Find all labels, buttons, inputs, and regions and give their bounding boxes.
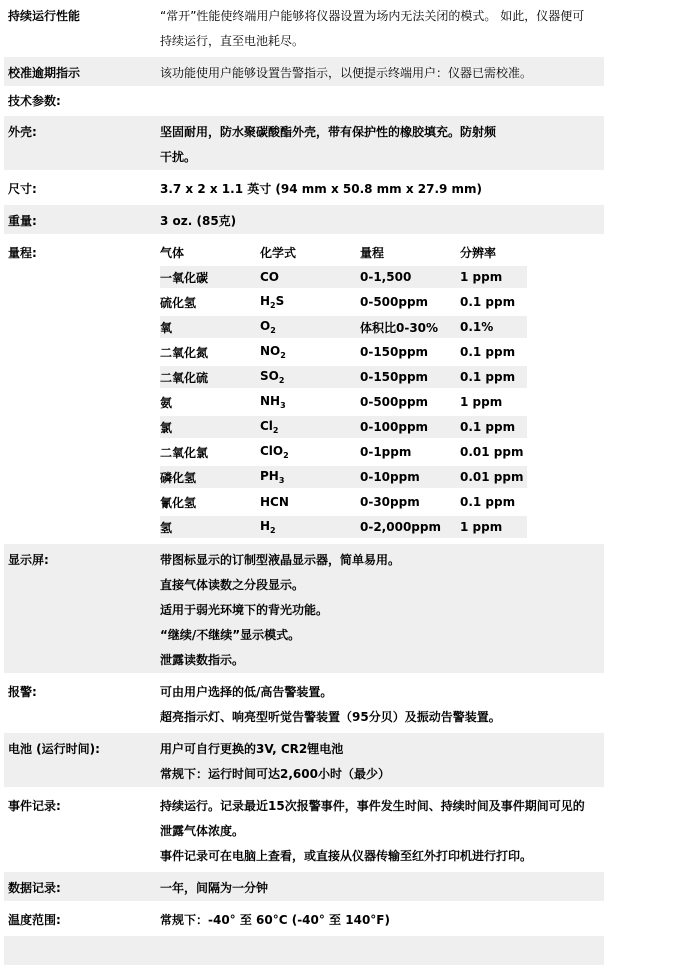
- gas-resolution: 1 ppm: [460, 516, 527, 538]
- spec-value-line: “常开”性能使终端用户能够将仪器设置为场内无法关闭的模式。 如此，仪器便可: [160, 9, 585, 23]
- spec-label: 持续运行性能: [8, 9, 81, 23]
- spec-label: 尺寸:: [8, 182, 37, 196]
- spec-value-line: 带图标显示的订制型液晶显示器，简单易用。: [160, 553, 401, 567]
- formula-subscript: 3: [278, 476, 285, 485]
- spec-rows-features: [4, 544, 604, 965]
- spec-value: [154, 790, 604, 869]
- spec-label: [4, 936, 154, 965]
- spec-value-line: 直接气体读数之分段显示。: [160, 578, 305, 592]
- gas-table-body: [160, 266, 527, 538]
- gas-row: [160, 416, 527, 438]
- gas-resolution: 0.01 ppm: [460, 445, 524, 459]
- spec-value: [154, 116, 604, 170]
- formula-subscript: 2: [280, 351, 286, 360]
- spec-value: [154, 676, 604, 730]
- formula-base: CO: [260, 270, 280, 284]
- spec-value-line: 常规下：运行时间可达2,600小时（最少）: [160, 767, 390, 781]
- spec-value-line: 事件记录可在电脑上查看，或直接从仪器传输至红外打印机进行打印。: [160, 849, 533, 863]
- gas-row: [160, 341, 527, 363]
- spec-value-line: 持续运行。记录最近15次报警事件，事件发生时间、持续时间及事件期间可见的: [160, 799, 585, 813]
- spec-table: [4, 0, 604, 968]
- gas-formula: [260, 416, 360, 438]
- formula-base: NH: [260, 394, 281, 408]
- spec-row: [4, 205, 604, 234]
- gas-row: [160, 266, 527, 288]
- gas-range: 0-1,500: [360, 266, 460, 288]
- gas-row: [160, 516, 527, 538]
- feature-rows: [4, 0, 604, 86]
- gas-row: [160, 316, 527, 338]
- gas-formula: [260, 266, 360, 288]
- gas-name: 氢: [160, 516, 260, 538]
- spec-value-line: 3 oz. (85克): [160, 214, 237, 228]
- gas-resolution: 0.1 ppm: [460, 416, 527, 438]
- gas-range: 0-500ppm: [360, 295, 429, 309]
- gas-row: [160, 491, 527, 513]
- spec-row: [4, 0, 604, 54]
- header-gas: 气体: [160, 245, 185, 260]
- spec-label: 事件记录:: [8, 799, 61, 813]
- gas-name: 氧: [160, 316, 260, 338]
- gas-formula: [260, 441, 360, 463]
- header-resolution: 分辨率: [460, 245, 497, 260]
- formula-subscript: 2: [270, 326, 276, 335]
- gas-name: 氯: [160, 416, 260, 438]
- spec-value-line: 常规下：-40° 至 60°C (-40° 至 140°F): [160, 913, 390, 927]
- gas-range: 0-1ppm: [360, 445, 412, 459]
- spec-row-range: [4, 237, 604, 541]
- gas-formula: [260, 491, 360, 513]
- formula-base: SO: [260, 369, 279, 383]
- gas-range-table: [160, 238, 527, 541]
- spec-value-line: 适用于弱光环境下的背光功能。: [160, 603, 329, 617]
- formula-base: ClO: [260, 444, 284, 458]
- gas-name: 氨: [160, 395, 173, 410]
- spec-value: [154, 0, 604, 54]
- formula-base: HCN: [260, 495, 289, 509]
- gas-row: [160, 466, 527, 488]
- spec-value-line: 超亮指示灯、响亮型听觉告警装置（95分贝）及振动告警装置。: [160, 710, 501, 724]
- gas-resolution: 0.1%: [460, 316, 527, 338]
- gas-name: 二氧化硫: [160, 366, 260, 388]
- gas-name: 一氧化碳: [160, 266, 260, 288]
- formula-base: O: [260, 319, 271, 333]
- spec-row: [4, 676, 604, 730]
- gas-resolution: 1 ppm: [460, 266, 527, 288]
- gas-formula: [260, 516, 360, 538]
- gas-range: 0-2,000ppm: [360, 516, 460, 538]
- spec-label: 外壳:: [8, 125, 37, 139]
- spec-label: 量程:: [8, 246, 37, 260]
- formula-subscript: 2: [270, 526, 276, 535]
- spec-value-line: 一年，间隔为一分钟: [160, 881, 269, 895]
- gas-range: 0-150ppm: [360, 366, 460, 388]
- gas-table-header: [160, 241, 527, 263]
- spec-row: [4, 57, 604, 86]
- gas-formula: [260, 391, 360, 413]
- spec-value: [154, 57, 604, 86]
- spec-label: 数据记录:: [8, 881, 61, 895]
- spec-row: [4, 173, 604, 202]
- spec-label: 电池 (运行时间):: [8, 742, 100, 756]
- formula-subscript: 2: [270, 301, 276, 310]
- spec-row: [4, 733, 604, 787]
- gas-range: 0-10ppm: [360, 466, 460, 488]
- spec-label: 校准逾期指示: [8, 66, 81, 80]
- formula-base: NO: [260, 344, 281, 358]
- spec-row: [4, 936, 604, 965]
- gas-name: 磷化氢: [160, 466, 260, 488]
- spec-value: [154, 544, 604, 673]
- gas-row: [160, 366, 527, 388]
- spec-row: [4, 116, 604, 170]
- spec-value-line: 干扰。: [160, 150, 197, 164]
- gas-resolution: 0.01 ppm: [460, 466, 527, 488]
- formula-subscript: 2: [283, 451, 289, 460]
- spec-value-line: 持续运行，直至电池耗尽。: [160, 34, 305, 48]
- spec-label: 显示屏:: [8, 553, 49, 567]
- gas-row: [160, 291, 527, 313]
- gas-name: 硫化氢: [160, 295, 197, 310]
- spec-value-line: [160, 940, 598, 965]
- spec-value-line: 泄露气体浓度。: [160, 824, 245, 838]
- spec-value: [154, 173, 604, 202]
- spec-label: 报警:: [8, 685, 37, 699]
- header-formula: 化学式: [260, 245, 297, 260]
- spec-value-line: 3.7 x 2 x 1.1 英寸 (94 mm x 50.8 mm x 27.9 mm): [160, 182, 483, 196]
- spec-value-line: 坚固耐用，防水聚碳酸酯外壳，带有保护性的橡胶填充。防射频: [160, 125, 497, 139]
- spec-value-line: 可由用户选择的低/高告警装置。: [160, 685, 333, 699]
- spec-label: 重量:: [8, 214, 37, 228]
- formula-base: PH: [260, 469, 279, 483]
- section-heading-tech-params: 技术参数:: [8, 94, 61, 108]
- gas-resolution: 0.1 ppm: [460, 495, 516, 509]
- gas-formula: [260, 316, 360, 338]
- gas-row: [160, 391, 527, 413]
- spec-value-line: 用户可自行更换的3V, CR2锂电池: [160, 742, 344, 756]
- spec-value: [154, 872, 604, 901]
- gas-row: [160, 441, 527, 463]
- gas-name: 氰化氢: [160, 495, 197, 510]
- spec-value: [154, 237, 604, 541]
- gas-range: 0-100ppm: [360, 416, 460, 438]
- spec-value-line: “继续/不继续”显示模式。: [160, 628, 301, 642]
- gas-range: 0-150ppm: [360, 345, 429, 359]
- spec-value: [154, 936, 604, 965]
- gas-range: 0-500ppm: [360, 395, 429, 409]
- gas-resolution: 1 ppm: [460, 395, 503, 409]
- spec-value-line: 泄露读数指示。: [160, 653, 245, 667]
- formula-subscript: 2: [272, 426, 279, 435]
- spec-value: [154, 205, 604, 234]
- formula-base: H: [260, 519, 271, 533]
- gas-name: 二氧化氮: [160, 345, 209, 360]
- gas-range: 体积比0-30%: [360, 316, 460, 338]
- gas-range: 0-30ppm: [360, 495, 420, 509]
- gas-resolution: 0.1 ppm: [460, 366, 527, 388]
- gas-name: 二氧化氯: [160, 445, 209, 460]
- formula-base: H: [260, 294, 271, 308]
- spec-value-line: 该功能使用户能够设置告警指示，以便提示终端用户：仪器已需校准。: [160, 66, 533, 80]
- spec-value: [154, 733, 604, 787]
- spec-rows-physical: [4, 116, 604, 234]
- header-range: 量程: [360, 245, 385, 260]
- formula-base: Cl: [260, 419, 273, 433]
- spec-row: [4, 904, 604, 933]
- formula-subscript: 2: [278, 376, 285, 385]
- gas-formula: [260, 466, 360, 488]
- formula-subscript: 3: [280, 401, 286, 410]
- spec-label: 温度范围:: [8, 913, 61, 927]
- gas-formula: [260, 341, 360, 363]
- gas-resolution: 0.1 ppm: [460, 345, 516, 359]
- formula-tail: S: [275, 294, 285, 308]
- spec-row: [4, 872, 604, 901]
- gas-resolution: 0.1 ppm: [460, 295, 516, 309]
- gas-formula: [260, 291, 360, 313]
- spec-value: [154, 904, 604, 933]
- spec-row: [4, 544, 604, 673]
- spec-row: [4, 790, 604, 869]
- gas-formula: [260, 366, 360, 388]
